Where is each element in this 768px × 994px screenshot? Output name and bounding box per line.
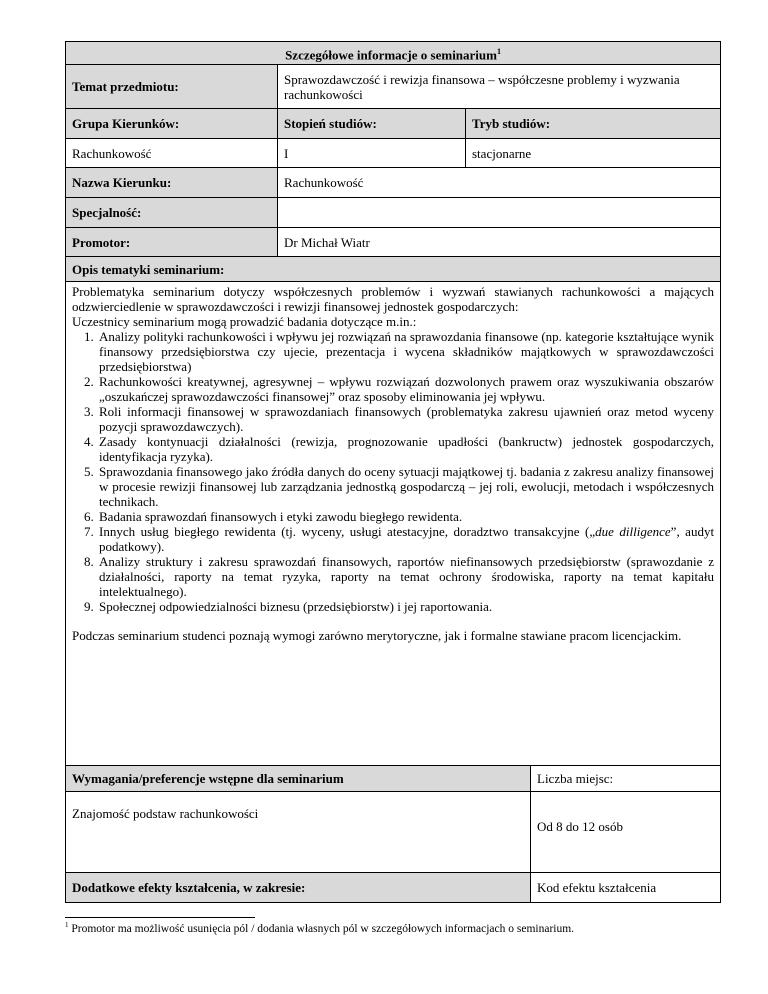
topic-list <box>72 329 714 614</box>
outcomes-heading: Dodatkowe efekty kształcenia, w zakresie: <box>66 873 531 903</box>
requirements-value: Znajomość podstaw rachunkowości <box>66 792 531 873</box>
table-title <box>66 42 721 65</box>
group-value: Rachunkowość <box>66 139 278 168</box>
list-item: 4. Zasady kontynuacji działalności (rewizja, prognozowanie upadłości (bankructw) jednostek gospodarczych, identyfikacja ryzyka). <box>97 434 714 464</box>
description-body <box>66 282 721 766</box>
list-item <box>97 524 714 554</box>
requirements-heading: Wymagania/preferencje wstępne dla seminarium <box>66 766 531 792</box>
title-text: Szczegółowe informacje o seminarium <box>285 47 497 63</box>
title-footnote-mark: 1 <box>496 46 501 56</box>
description-closing: Podczas seminarium studenci poznają wymogi zarówno merytoryczne, jak i formalne stawiane pracom licencjackim. <box>72 628 682 643</box>
outcome-code-label: Kod efektu kształcenia <box>531 873 721 903</box>
promoter-label: Promotor: <box>66 228 278 257</box>
description-intro: Problematyka seminarium dotyczy współczesnych problemów i wyzwań stawianych rachunkowości a mających odzwierciedlenie w sprawozdawczości i rewizji finansowej jednostek gospodarczych: <box>72 284 715 314</box>
footnote-text: Promotor ma możliwość usunięcia pól / dodania własnych pól w szczegółowych informacjach o seminarium. <box>71 922 575 935</box>
promoter-value: Dr Michał Wiatr <box>278 228 721 257</box>
degree-label: Stopień studiów: <box>278 109 466 139</box>
field-label: Nazwa Kierunku: <box>66 168 278 198</box>
places-value: Od 8 do 12 osób <box>531 792 721 873</box>
topic-label: Temat przedmiotu: <box>66 65 278 109</box>
item7-italic: due dilligence <box>595 524 671 539</box>
item7-suffix: ”, audyt podatkowy). <box>99 524 715 554</box>
list-item: 8. Analizy struktury i zakresu sprawozdań finansowych, raportów niefinansowych przedsiębiorstw (sprawozdanie z działalności, raporty na temat ryzyka, raporty na temat ochrony środowiska, raporty na temat kapitału intelektualnego). <box>97 554 714 599</box>
footnote-divider <box>65 917 255 918</box>
mode-value: stacjonarne <box>466 139 721 168</box>
mode-label: Tryb studiów: <box>466 109 721 139</box>
description-intro2: Uczestnicy seminarium mogą prowadzić badania dotyczące m.in.: <box>72 314 417 329</box>
item7-prefix: Innych usług biegłego rewidenta (tj. wyceny, usługi atestacyjne, doradztwo transakcyjne („ <box>99 524 596 539</box>
list-item: 6. Badania sprawozdań finansowych i etyki zawodu biegłego rewidenta. <box>97 509 714 524</box>
list-item: 1. Analizy polityki rachunkowości i wpływu jej rozwiązań na sprawozdania finansowe (np. kategorie kształtujące wynik finansowy przedsiębiorstwa czy ujecie, prezentacja i wycena składników majątkowych w sprawozdawczości przedsiębiorstwa) <box>97 329 714 374</box>
degree-value: I <box>278 139 466 168</box>
description-heading: Opis tematyki seminarium: <box>66 257 721 282</box>
field-value: Rachunkowość <box>278 168 721 198</box>
footnote-mark: 1 <box>65 921 69 929</box>
seminar-info-table <box>65 41 721 903</box>
specialty-value <box>278 198 721 228</box>
places-label: Liczba miejsc: <box>531 766 721 792</box>
group-label: Grupa Kierunków: <box>66 109 278 139</box>
list-item: 9. Społecznej odpowiedzialności biznesu (przedsiębiorstw) i jej raportowania. <box>97 599 714 614</box>
topic-value: Sprawozdawczość i rewizja finansowa – współczesne problemy i wyzwania rachunkowości <box>278 65 721 109</box>
list-item: 2. Rachunkowości kreatywnej, agresywnej – wpływu rozwiązań dozwolonych prawem oraz wyszukiwania obszarów „oszukańczej sprawozdawczości finansowej” oraz sposoby eliminowania jej wpływu. <box>97 374 714 404</box>
footnote <box>65 921 574 935</box>
list-item: 3. Roli informacji finansowej w sprawozdaniach finansowych (problematyka zakresu ujawnień oraz metod wyceny pozycji sprawozdawczych). <box>97 404 714 434</box>
list-item: 5. Sprawozdania finansowego jako źródła danych do oceny sytuacji majątkowej tj. badania z zakresu analizy finansowej w procesie rewizji finansowej lub zarządzania jednostką gospodarczą – jej roli, ewolucji, metodach i współczesnych technikach. <box>97 464 714 509</box>
specialty-label: Specjalność: <box>66 198 278 228</box>
